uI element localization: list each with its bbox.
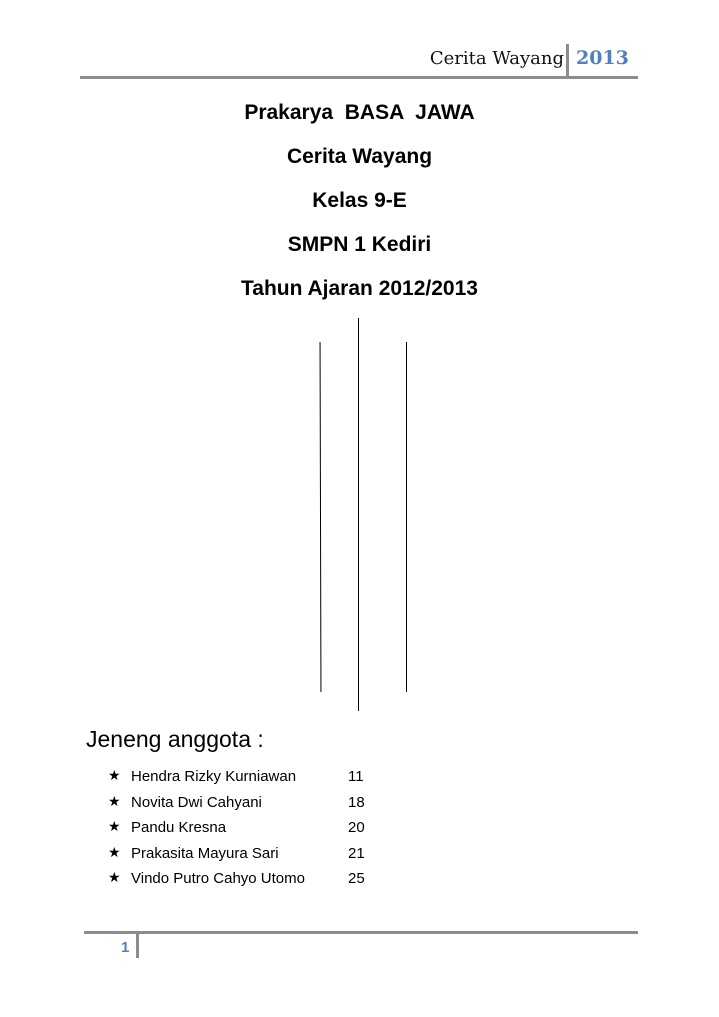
header-title: Cerita Wayang [429,48,564,69]
member-item [108,842,408,868]
page-header [80,44,638,78]
member-number: 21 [348,844,365,862]
member-name: Prakasita Mayura Sari [131,844,279,862]
header-year: 2013 [576,47,629,69]
star-icon: ★ [108,818,121,835]
header-divider [566,44,569,78]
star-icon: ★ [108,843,121,860]
member-item [108,791,408,817]
member-number: 25 [348,870,365,888]
member-item [108,867,408,893]
star-icon: ★ [108,792,121,809]
member-item [108,816,408,842]
member-number: 18 [348,793,365,811]
title-line-subject: Prakarya BASA JAWA [244,101,475,124]
member-item [108,765,408,791]
decorative-line-center [358,318,359,711]
footer-rule [84,931,638,934]
member-number: 20 [348,819,365,837]
members-heading: Jeneng anggota : [86,726,264,752]
decorative-line-left [320,342,322,692]
title-line-academic-year: Tahun Ajaran 2012/2013 [241,277,478,300]
page-number: 1 [121,939,130,956]
star-icon: ★ [108,767,121,783]
footer-divider [136,932,139,958]
title-line-school: SMPN 1 Kediri [287,233,432,256]
member-name: Novita Dwi Cahyani [131,793,262,811]
members-list [108,765,408,893]
member-number: 11 [348,768,364,785]
header-rule [80,76,638,79]
star-icon: ★ [108,869,121,886]
member-name: Pandu Kresna [131,819,227,837]
decorative-line-right [406,342,407,692]
title-line-topic: Cerita Wayang [286,145,433,168]
member-name: Vindo Putro Cahyo Utomo [131,870,305,888]
title-block [0,96,719,316]
member-name: Hendra Rizky Kurniawan [131,768,297,785]
title-line-class: Kelas 9-E [312,189,407,212]
